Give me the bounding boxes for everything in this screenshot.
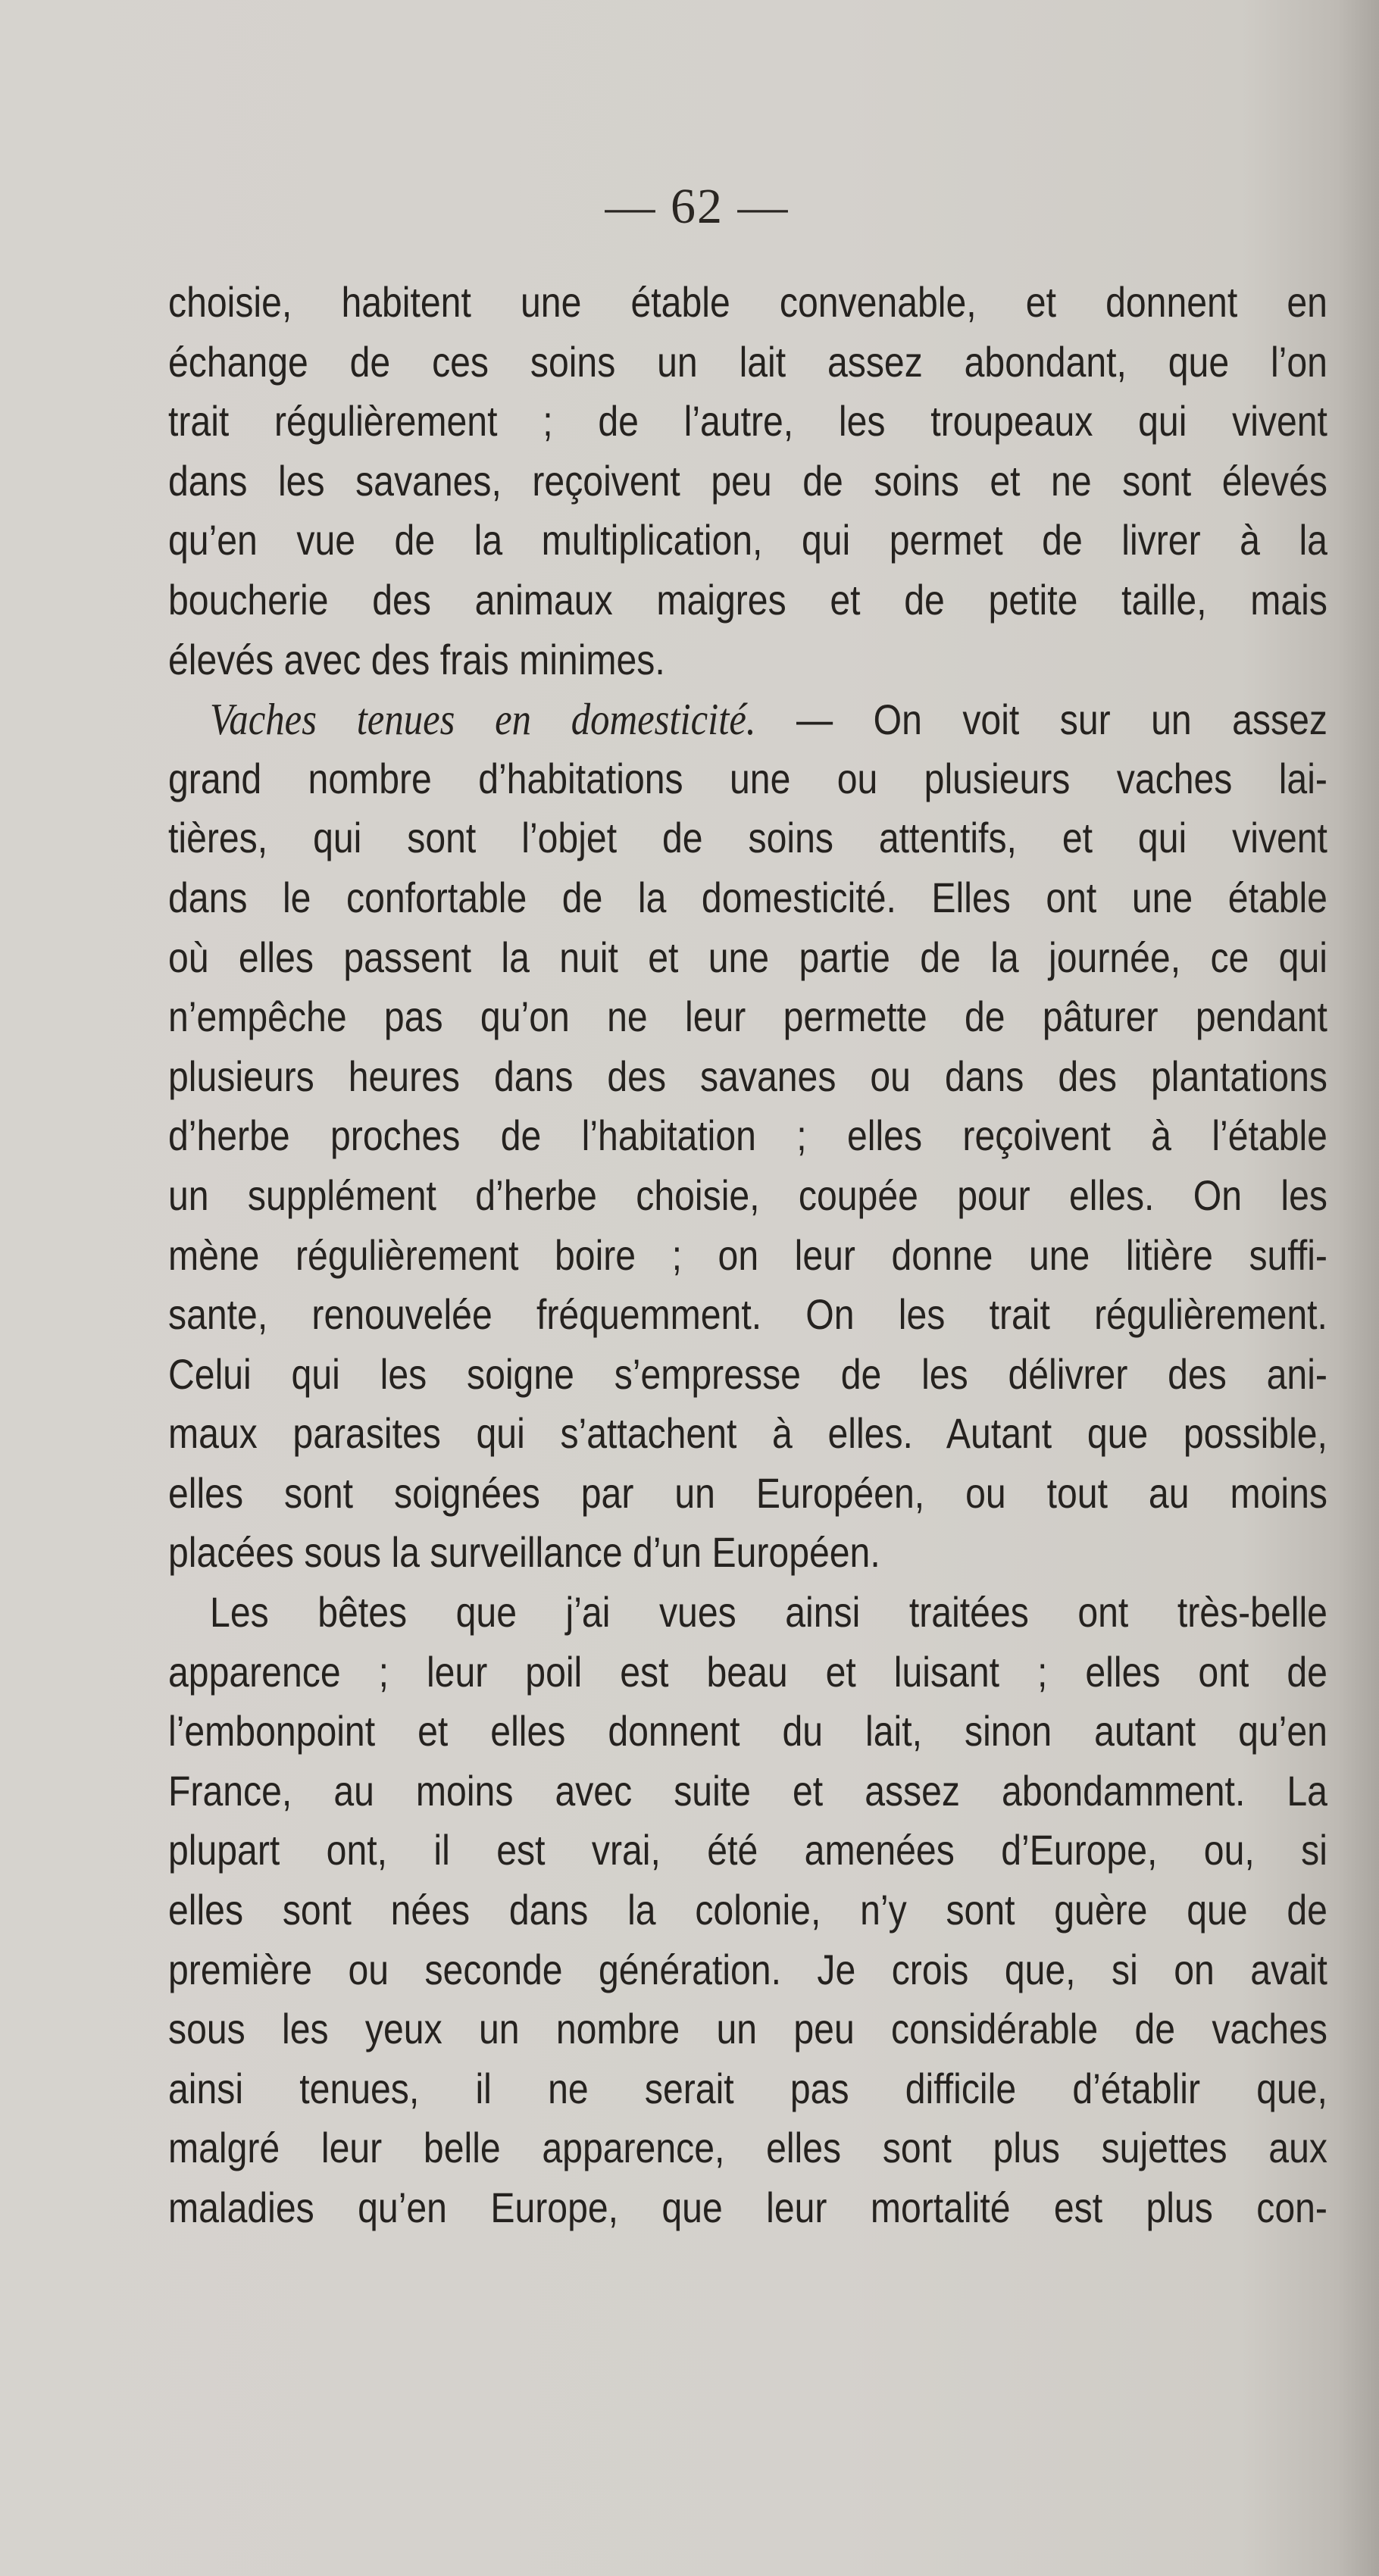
text-line: elles sont nées dans la colonie, n’y sont guère que de xyxy=(168,1886,1327,1934)
text-line: échange de ces soins un lait assez abondant, que l’on xyxy=(168,337,1327,386)
text-line: n’empêche pas qu’on ne leur permette de pâturer pendant xyxy=(168,993,1327,1041)
text-line: maux parasites qui s’attachent à elles. Autant que possible, xyxy=(168,1409,1327,1458)
text-line: apparence ; leur poil est beau et luisant ; elles ont de xyxy=(168,1647,1327,1696)
body-text xyxy=(168,273,1327,2238)
text-line: choisie, habitent une étable convenable, et donnent en xyxy=(168,278,1327,326)
text-line: où elles passent la nuit et une partie de la journée, ce qui xyxy=(168,933,1327,981)
text-line: Les bêtes que j’ai vues ainsi traitées ont très-belle xyxy=(210,1588,1327,1637)
text-line: plusieurs heures dans des savanes ou dans des plantations xyxy=(168,1052,1327,1100)
text-line: tières, qui sont l’objet de soins attentifs, et qui vivent xyxy=(168,814,1327,862)
section-heading: Vaches tenues en domesticité. xyxy=(210,694,756,745)
text-line: Celui qui les soigne s’empresse de les délivrer des ani- xyxy=(168,1349,1327,1398)
text-line: sous les yeux un nombre un peu considérable de vaches xyxy=(168,2005,1327,2053)
section-heading-line xyxy=(168,689,1327,749)
text-line: placées sous la surveillance d’un Européen. xyxy=(168,1528,880,1577)
heading-dash: — xyxy=(755,696,874,744)
text-fragment: On voit sur un assez xyxy=(873,696,1327,744)
text-line: grand nombre d’habitations une ou plusieurs vaches lai- xyxy=(168,754,1327,802)
text-line: malgré leur belle apparence, elles sont plus sujettes aux xyxy=(168,2124,1327,2172)
text-line: première ou seconde génération. Je crois que, si on avait xyxy=(168,1945,1327,1993)
text-line: France, au moins avec suite et assez abondamment. La xyxy=(168,1766,1327,1815)
text-line: dans le confortable de la domesticité. Elles ont une étable xyxy=(168,873,1327,921)
text-line: elles sont soignées par un Européen, ou tout au moins xyxy=(168,1468,1327,1517)
text-line: sante, renouvelée fréquemment. On les trait régulièrement. xyxy=(168,1290,1327,1339)
text-line: qu’en vue de la multiplication, qui permet de livrer à la xyxy=(168,516,1327,564)
text-line: mène régulièrement boire ; on leur donne une litière suffi- xyxy=(168,1230,1327,1279)
text-line: boucherie des animaux maigres et de petite taille, mais xyxy=(168,575,1327,624)
text-line: maladies qu’en Europe, que leur mortalité est plus con- xyxy=(168,2184,1327,2231)
text-line: d’herbe proches de l’habitation ; elles reçoivent à l’étable xyxy=(168,1111,1327,1160)
text-line: élevés avec des frais minimes. xyxy=(168,635,665,683)
page-number: — 62 — xyxy=(605,179,790,234)
text-line: trait régulièrement ; de l’autre, les troupeaux qui vivent xyxy=(168,397,1327,445)
text-line: l’embonpoint et elles donnent du lait, sinon autant qu’en xyxy=(168,1707,1327,1755)
text-line: plupart ont, il est vrai, été amenées d’Europe, ou, si xyxy=(168,1826,1327,1874)
text-line: ainsi tenues, il ne serait pas difficile d’établir que, xyxy=(168,2064,1327,2112)
text-line: dans les savanes, reçoivent peu de soins et ne sont élevés xyxy=(168,456,1327,505)
text-line: un supplément d’herbe choisie, coupée pour elles. On les xyxy=(168,1171,1327,1219)
